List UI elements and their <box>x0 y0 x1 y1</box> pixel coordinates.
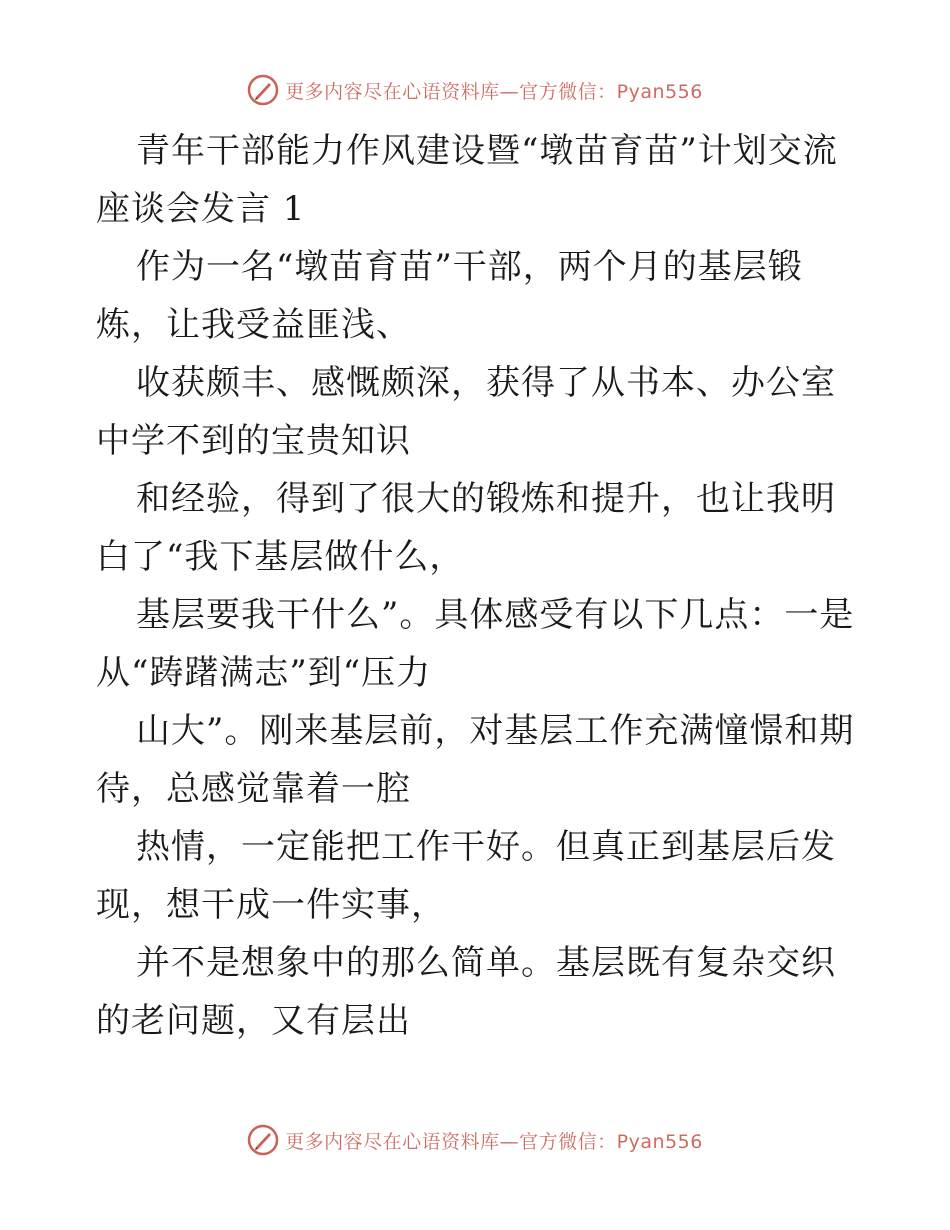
quill-logo-icon <box>247 74 279 106</box>
body-paragraph: 并不是想象中的那么简单。基层既有复杂交织的老问题，又有层出 <box>96 943 836 1041</box>
header-watermark <box>0 70 950 110</box>
body-paragraph: 热情，一定能把工作干好。但真正到基层后发现，想干成一件实事， <box>96 827 836 925</box>
body-paragraph: 收获颇丰、感慨颇深，获得了从书本、办公室中学不到的宝贵知识 <box>96 363 836 461</box>
document-title: 青年干部能力作风建设暨“墩苗育苗”计划交流座谈会发言 1 <box>96 131 838 229</box>
watermark-text: 更多内容尽在心语资料库—官方微信：Pyan556 <box>285 1130 703 1153</box>
watermark-text: 更多内容尽在心语资料库—官方微信：Pyan556 <box>285 80 703 103</box>
document-body <box>96 122 856 1050</box>
footer-watermark <box>0 1120 950 1160</box>
quill-logo-icon <box>247 1124 279 1156</box>
body-paragraph: 作为一名“墩苗育苗”干部，两个月的基层锻炼，让我受益匪浅、 <box>96 247 803 345</box>
body-paragraph: 山大”。刚来基层前，对基层工作充满憧憬和期待，总感觉靠着一腔 <box>96 711 855 809</box>
body-paragraph: 基层要我干什么”。具体感受有以下几点：一是从“踌躇满志”到“压力 <box>96 595 855 693</box>
body-paragraph: 和经验，得到了很大的锻炼和提升，也让我明白了“我下基层做什么， <box>96 479 836 577</box>
